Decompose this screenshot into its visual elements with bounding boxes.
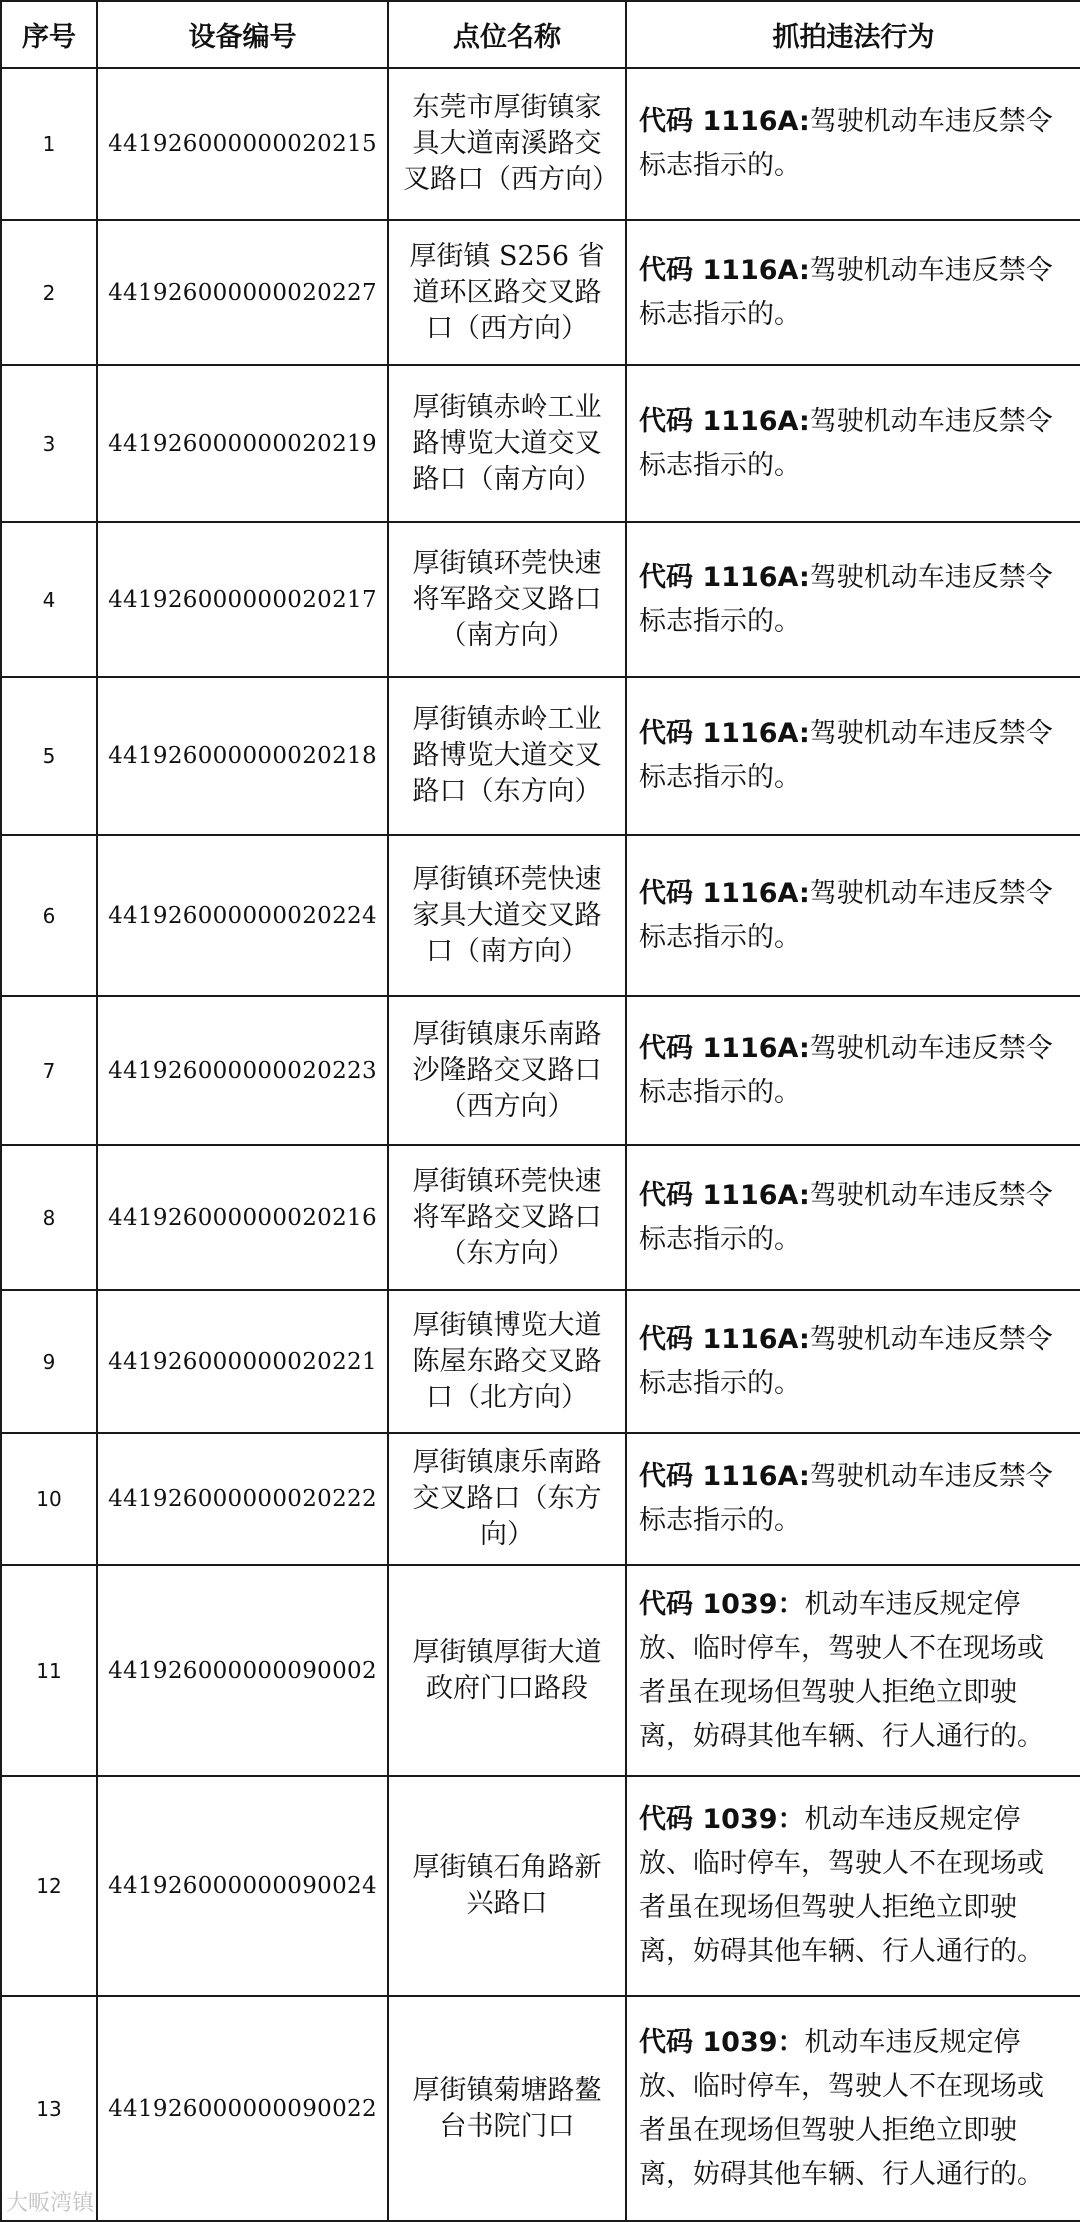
- row-seq: 8: [1, 1145, 97, 1290]
- row-location: 厚街镇环莞快速家具大道交叉路口（南方向）: [388, 835, 626, 996]
- row-seq: 3: [1, 365, 97, 522]
- row-location: 东莞市厚街镇家具大道南溪路交叉路口（西方向）: [388, 68, 626, 220]
- table-row: [1, 1565, 1080, 1776]
- row-violation: [626, 835, 1080, 996]
- table-row: [1, 522, 1080, 677]
- violation-text: 驾驶机动车违反禁令标志指示的。: [639, 1461, 1053, 1536]
- row-violation: [626, 677, 1080, 835]
- table-row: [1, 677, 1080, 835]
- row-device-id: 441926000000020222: [97, 1433, 388, 1565]
- violation-code: 代码 1039：: [639, 1588, 805, 1620]
- row-seq: 13: [1, 1996, 97, 2221]
- row-device-id: 441926000000020223: [97, 996, 388, 1145]
- table-row: [1, 1433, 1080, 1565]
- table-row: [1, 1290, 1080, 1433]
- row-seq: 11: [1, 1565, 97, 1776]
- header-location: 点位名称: [388, 1, 626, 68]
- row-device-id: 441926000000020217: [97, 522, 388, 677]
- violation-text: 驾驶机动车违反禁令标志指示的。: [639, 1032, 1053, 1108]
- row-seq: 12: [1, 1776, 97, 1996]
- table-row: [1, 996, 1080, 1145]
- row-location: 厚街镇赤岭工业路博览大道交叉路口（南方向）: [388, 365, 626, 522]
- violation-code: 代码 1116A:: [639, 1032, 810, 1064]
- row-device-id: 441926000000090022: [97, 1996, 388, 2221]
- row-device-id: 441926000000020216: [97, 1145, 388, 1290]
- row-violation: [626, 1433, 1080, 1565]
- header-device-id: 设备编号: [97, 1, 388, 68]
- violation-text: 驾驶机动车违反禁令标志指示的。: [639, 1323, 1053, 1399]
- row-device-id: 441926000000020224: [97, 835, 388, 996]
- row-seq: 1: [1, 68, 97, 220]
- row-violation: [626, 1565, 1080, 1776]
- row-device-id: 441926000000020218: [97, 677, 388, 835]
- row-device-id: 441926000000090002: [97, 1565, 388, 1776]
- table-row: [1, 365, 1080, 522]
- violation-text: 机动车违反规定停放、临时停车，驾驶人不在现场或者虽在现场但驾驶人拒绝立即驶离，妨碍其他车辆、行人通行的。: [639, 2026, 1044, 2190]
- row-device-id: 441926000000090024: [97, 1776, 388, 1996]
- row-seq: 9: [1, 1290, 97, 1433]
- row-seq: 5: [1, 677, 97, 835]
- violation-code: 代码 1116A:: [639, 405, 810, 437]
- row-seq: 6: [1, 835, 97, 996]
- table-header-row: [1, 1, 1080, 68]
- row-seq: 10: [1, 1433, 97, 1565]
- violation-text: 驾驶机动车违反禁令标志指示的。: [639, 718, 1053, 793]
- table-row: [1, 835, 1080, 996]
- header-violation: 抓拍违法行为: [626, 1, 1080, 68]
- row-violation: [626, 1996, 1080, 2221]
- row-violation: [626, 522, 1080, 677]
- row-location: 厚街镇石角路新兴路口: [388, 1776, 626, 1996]
- row-location: 厚街镇赤岭工业路博览大道交叉路口（东方向）: [388, 677, 626, 835]
- violation-code: 代码 1116A:: [639, 718, 810, 749]
- row-seq: 2: [1, 220, 97, 365]
- table-row: [1, 220, 1080, 365]
- row-device-id: 441926000000020219: [97, 365, 388, 522]
- row-violation: [626, 365, 1080, 522]
- violation-text: 驾驶机动车违反禁令标志指示的。: [639, 106, 1053, 181]
- violation-text: 驾驶机动车违反禁令标志指示的。: [639, 254, 1053, 330]
- violation-text: 驾驶机动车违反禁令标志指示的。: [639, 561, 1053, 637]
- watermark: 大畈湾镇: [6, 2191, 95, 2216]
- violation-code: 代码 1116A:: [639, 877, 810, 909]
- violation-text: 驾驶机动车违反禁令标志指示的。: [639, 877, 1053, 953]
- header-seq: 序号: [1, 1, 97, 68]
- violation-code: 代码 1116A:: [639, 106, 810, 137]
- row-location: 厚街镇 S256 省道环区路交叉路口（西方向）: [388, 220, 626, 365]
- row-seq: 4: [1, 522, 97, 677]
- row-location: 厚街镇康乐南路交叉路口（东方向）: [388, 1433, 626, 1565]
- violation-text: 驾驶机动车违反禁令标志指示的。: [639, 1179, 1053, 1255]
- row-location: 厚街镇康乐南路沙隆路交叉路口（西方向）: [388, 996, 626, 1145]
- row-location: 厚街镇厚街大道政府门口路段: [388, 1565, 626, 1776]
- row-violation: [626, 1776, 1080, 1996]
- violation-code: 代码 1116A:: [639, 1179, 810, 1211]
- violation-code: 代码 1116A:: [639, 1323, 810, 1355]
- violation-text: 驾驶机动车违反禁令标志指示的。: [639, 405, 1053, 481]
- violation-code: 代码 1039：: [639, 2026, 805, 2058]
- row-location: 厚街镇环莞快速将军路交叉路口（南方向）: [388, 522, 626, 677]
- row-location: 厚街镇菊塘路鳌台书院门口: [388, 1996, 626, 2221]
- violation-code: 代码 1116A:: [639, 254, 810, 286]
- row-violation: [626, 220, 1080, 365]
- row-violation: [626, 996, 1080, 1145]
- violation-code: 代码 1116A:: [639, 1461, 810, 1492]
- row-location: 厚街镇环莞快速将军路交叉路口（东方向）: [388, 1145, 626, 1290]
- row-device-id: 441926000000020221: [97, 1290, 388, 1433]
- row-violation: [626, 1290, 1080, 1433]
- violation-code: 代码 1116A:: [639, 561, 810, 593]
- table-row: [1, 1145, 1080, 1290]
- table-row: [1, 1996, 1080, 2221]
- violation-code: 代码 1039：: [639, 1804, 805, 1835]
- table-row: [1, 68, 1080, 220]
- row-violation: [626, 68, 1080, 220]
- row-seq: 7: [1, 996, 97, 1145]
- violation-text: 机动车违反规定停放、临时停车，驾驶人不在现场或者虽在现场但驾驶人拒绝立即驶离，妨碍其他车辆、行人通行的。: [639, 1588, 1044, 1752]
- table-row: [1, 1776, 1080, 1996]
- row-violation: [626, 1145, 1080, 1290]
- row-device-id: 441926000000020215: [97, 68, 388, 220]
- row-location: 厚街镇博览大道陈屋东路交叉路口（北方向）: [388, 1290, 626, 1433]
- violation-text: 机动车违反规定停放、临时停车，驾驶人不在现场或者虽在现场但驾驶人拒绝立即驶离，妨碍其他车辆、行人通行的。: [639, 1804, 1044, 1967]
- row-device-id: 441926000000020227: [97, 220, 388, 365]
